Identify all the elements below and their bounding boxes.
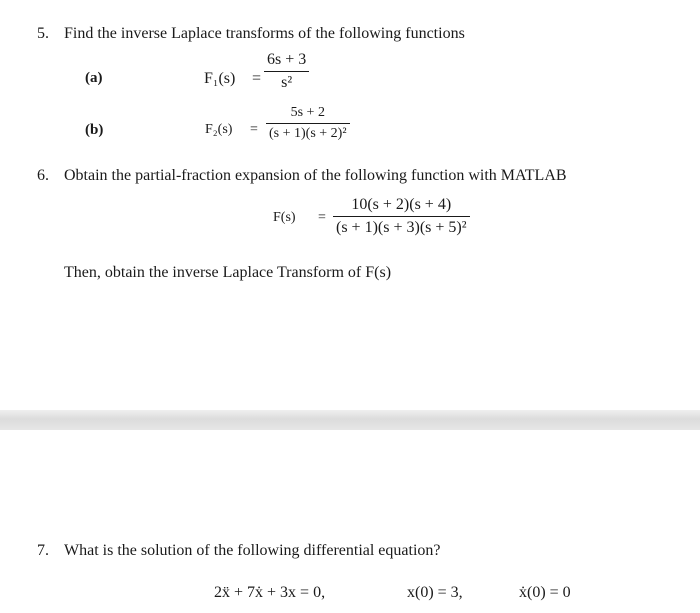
q7-text: What is the solution of the following differential equation? [64,542,441,559]
q6-lhs: F(s) [273,210,296,225]
q6-number: 6. [37,167,49,184]
q7-initial-condition-xdot: ẋ(0) = 0 [519,584,571,601]
q5a-equals: = [252,70,262,87]
q5b-fraction-bar [266,123,350,124]
q5b-fraction [266,105,350,142]
q5a-lhs: F₁(s) [204,70,236,87]
q5a-denominator: s² [281,74,293,91]
q5-text: Find the inverse Laplace transforms of the following functions [64,25,465,42]
q6-fraction [333,196,470,237]
q7-number: 7. [37,542,49,559]
q6-numerator: 10(s + 2)(s + 4) [351,196,452,213]
q5a-label: (a) [85,70,103,86]
q6-text: Obtain the partial-fraction expansion of the following function with MATLAB [64,167,567,184]
page-divider [0,410,700,430]
q5b-numerator: 5s + 2 [290,105,325,120]
q5-number: 5. [37,25,49,42]
q5b-equals: = [250,122,258,137]
q6-followup: Then, obtain the inverse Laplace Transform of F(s) [64,264,392,281]
q6-denominator: (s + 1)(s + 3)(s + 5)² [336,219,467,236]
q7-initial-condition-x: x(0) = 3, [407,584,463,601]
q5b-denominator: (s + 1)(s + 2)² [269,126,347,141]
q5a-fraction-bar [264,71,309,72]
q5a-numerator: 6s + 3 [267,51,307,68]
q5b-label: (b) [85,122,104,138]
q7-equation: 2ẍ + 7ẋ + 3x = 0, [214,584,326,601]
q6-fraction-bar [333,216,470,217]
page-bottom [0,430,700,613]
q6-equals: = [318,210,326,225]
q5a-fraction [264,51,309,92]
q5b-lhs: F₂(s) [205,122,233,137]
